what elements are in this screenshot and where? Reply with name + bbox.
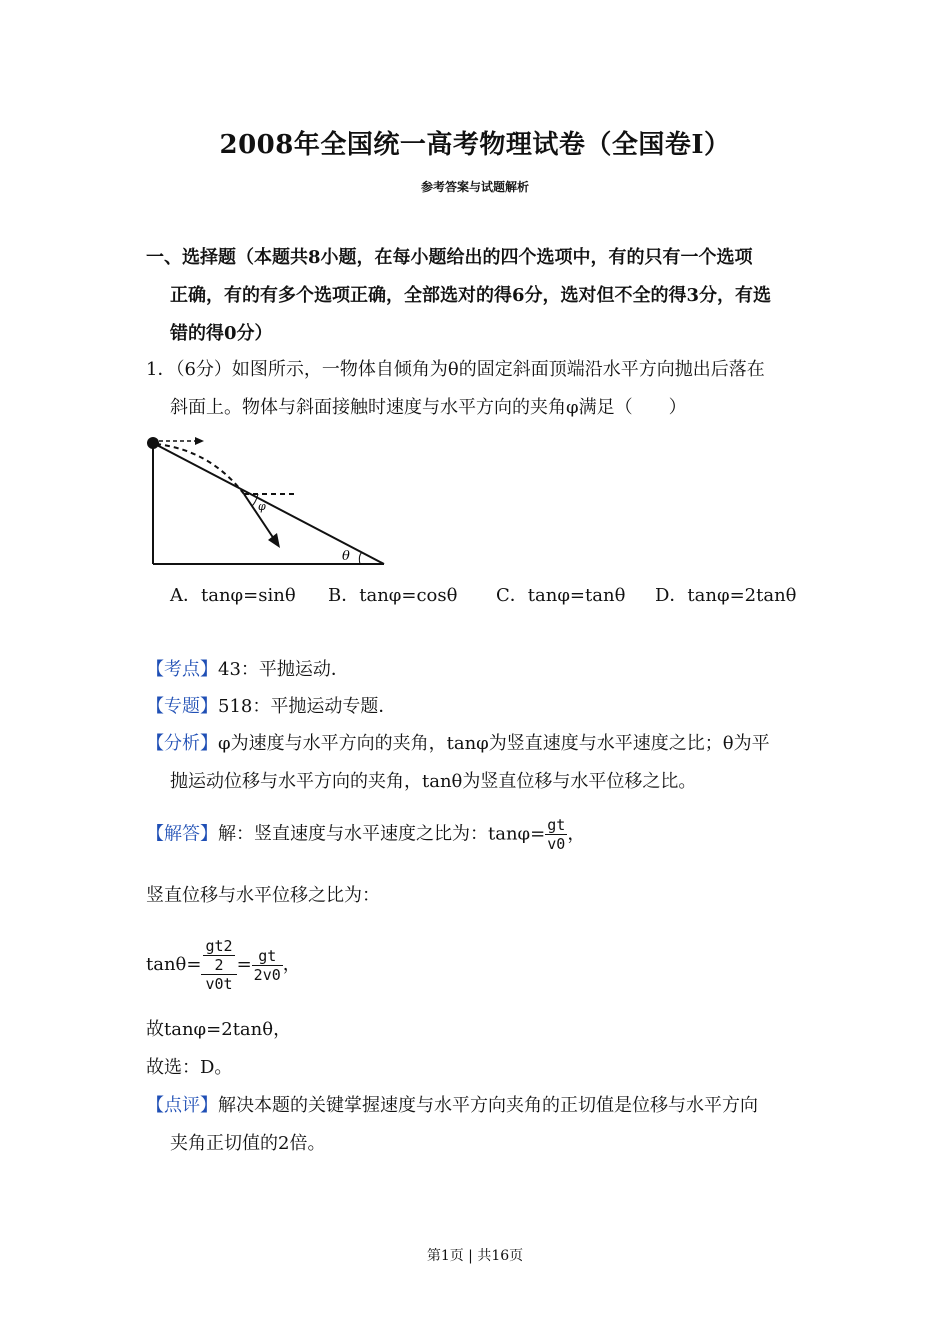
option-b: B．tanφ=cosθ — [328, 585, 458, 606]
jieda-tag: 【解答】 — [146, 823, 218, 845]
zhuanti-tag: 【专题】 — [146, 696, 218, 717]
dianping-text-line1: 解决本题的关键掌握速度与水平方向夹角的正切值是位移与水平方向 — [218, 1095, 758, 1116]
theta-arc — [359, 552, 362, 564]
kaodian-text: 43：平抛运动． — [218, 659, 349, 680]
section-heading-line2: 正确，有的有多个选项正确，全部选对的得6分，选对但不全的得3分，有选 — [170, 285, 772, 306]
fenxi-tag: 【分析】 — [146, 733, 218, 754]
ball — [147, 437, 159, 449]
impact-velocity-arrowhead — [268, 533, 280, 548]
tan-theta-equation — [146, 930, 301, 1002]
option-d: D．tanφ=2tanθ — [655, 585, 797, 606]
option-c: C．tanφ=tanθ — [496, 585, 626, 606]
page-title: 2008年全国统一高考物理试卷（全国卷I） — [219, 130, 731, 160]
tan-phi-numerator: gt — [547, 816, 566, 834]
question-1-line2: 斜面上。物体与斜面接触时速度与水平方向的夹角φ满足（ ） — [170, 397, 687, 418]
section-heading-line1: 一、选择题（本题共8小题，在每小题给出的四个选项中，有的只有一个选项 — [146, 247, 753, 268]
compound-numerator — [201, 937, 236, 975]
rhs-fraction — [252, 947, 283, 984]
jieda-comma: ， — [567, 823, 586, 845]
section-heading-line3: 错的得0分） — [170, 323, 273, 344]
kaodian-line — [146, 658, 349, 682]
theta-label: θ — [342, 549, 350, 564]
slope-line — [153, 443, 384, 564]
zhuanti-text: 518：平抛运动专题． — [218, 696, 397, 717]
dianping-line2: 夹角正切值的2倍。 — [170, 1133, 326, 1154]
page-footer: 第1页 | 共16页 — [426, 1248, 524, 1264]
fenxi-line1 — [146, 732, 770, 756]
zhuanti-line — [146, 695, 396, 719]
ratio-line: 竖直位移与水平位移之比为： — [146, 885, 380, 906]
kaodian-tag: 【考点】 — [146, 659, 218, 680]
jieda-text: 解：竖直速度与水平速度之比为：tanφ= — [218, 823, 546, 845]
option-a: A．tanφ=sinθ — [170, 585, 296, 606]
initial-velocity-arrowhead — [195, 437, 204, 445]
rhs-denominator: 2v0 — [253, 965, 281, 984]
page-subtitle: 参考答案与试题解析 — [420, 180, 529, 194]
gu-line: 故tanφ=2tanθ， — [146, 1019, 292, 1040]
equals-sign: = — [236, 954, 252, 975]
inner-fraction — [203, 937, 234, 974]
inner-numerator: gt2 — [205, 937, 233, 955]
tan-phi-fraction — [545, 816, 567, 853]
compound-denominator: v0t — [205, 975, 233, 993]
fenxi-text-line1: φ为速度与水平方向的夹角，tanφ为竖直速度与水平速度之比；θ为平 — [218, 733, 770, 754]
tan-theta-lhs: tanθ= — [146, 954, 202, 975]
phi-label: φ — [258, 500, 266, 513]
inner-denominator: 2 — [214, 956, 224, 974]
incline-figure — [140, 428, 400, 573]
compound-fraction — [201, 937, 236, 993]
dianping-line1 — [146, 1094, 758, 1118]
jieda-line — [146, 816, 585, 853]
rhs-numerator: gt — [252, 947, 283, 966]
choice-line: 故选：D。 — [146, 1057, 233, 1078]
dianping-tag: 【点评】 — [146, 1095, 218, 1116]
tan-phi-denominator: v0 — [547, 835, 566, 853]
question-1-line1: 1．（6分）如图所示，一物体自倾角为θ的固定斜面顶端沿水平方向抛出后落在 — [146, 359, 765, 380]
fenxi-line2: 抛运动位移与水平方向的夹角，tanθ为竖直位移与水平位移之比。 — [170, 771, 697, 792]
tan-theta-comma: ， — [282, 954, 301, 975]
